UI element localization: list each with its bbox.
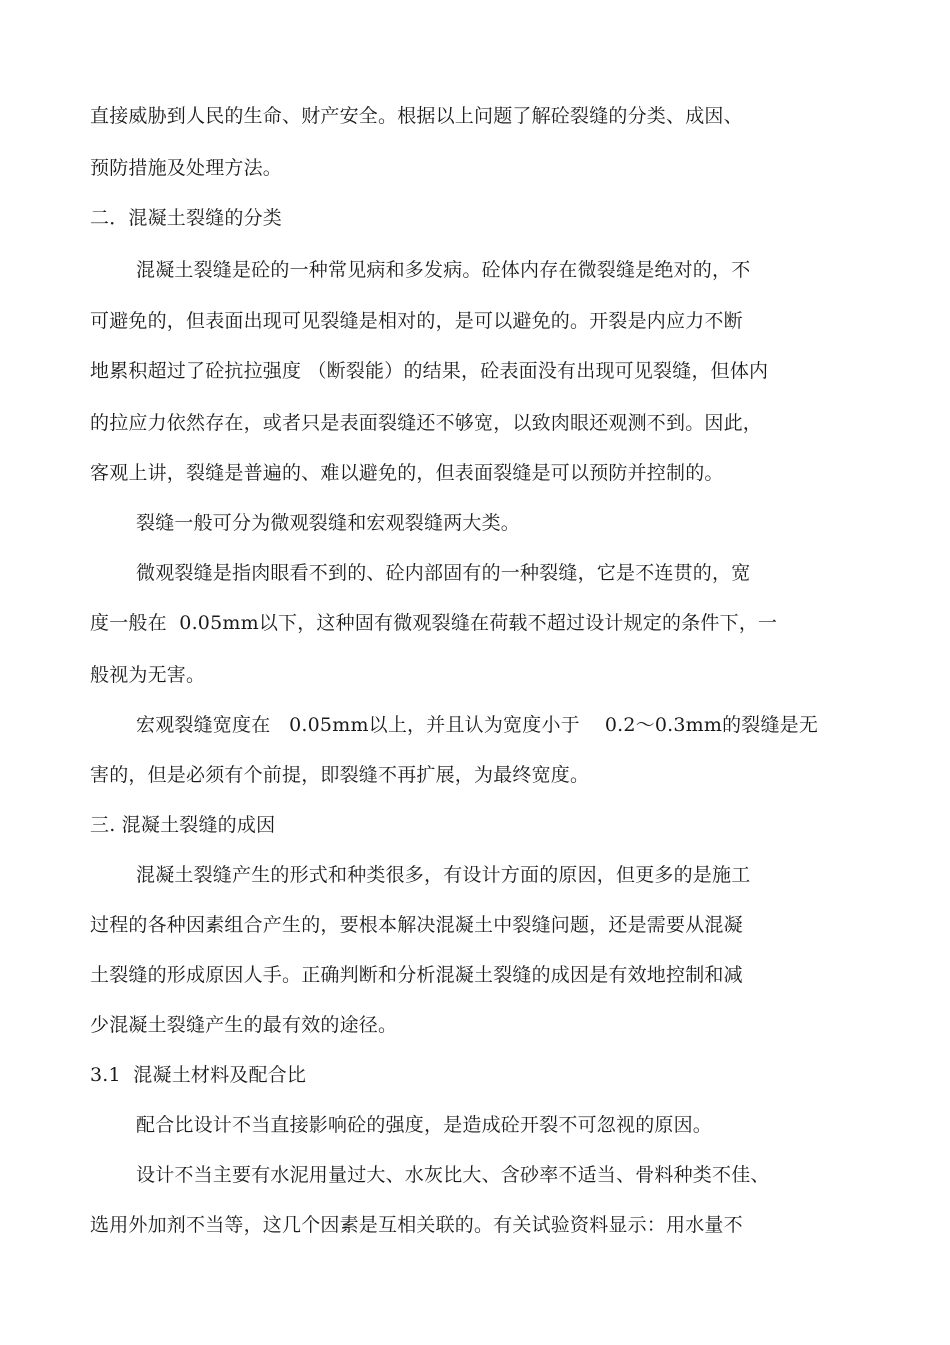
text-line: 地累积超过了砼抗拉强度 （断裂能）的结果，砼表面没有出现可见裂缝，但体内 bbox=[90, 360, 769, 382]
text-line: 直接威胁到人民的生命、财产安全。根据以上问题了解砼裂缝的分类、成因、 bbox=[90, 105, 743, 127]
subsection-heading: 3.1 混凝土材料及配合比 bbox=[90, 1064, 307, 1086]
text-line: 少混凝土裂缝产生的最有效的途径。 bbox=[90, 1014, 398, 1036]
text-line: 微观裂缝是指肉眼看不到的、砼内部固有的一种裂缝，它是不连贯的，宽 bbox=[136, 562, 751, 584]
text-line: 裂缝一般可分为微观裂缝和宏观裂缝两大类。 bbox=[136, 512, 521, 534]
text-line: 土裂缝的形成原因人手。正确判断和分析混凝土裂缝的成因是有效地控制和减 bbox=[90, 964, 743, 986]
text-line: 选用外加剂不当等，这几个因素是互相关联的。有关试验资料显示：用水量不 bbox=[90, 1214, 743, 1236]
text-line: 设计不当主要有水泥用量过大、水灰比大、含砂率不适当、骨料种类不佳、 bbox=[136, 1164, 770, 1186]
text-line: 的拉应力依然存在，或者只是表面裂缝还不够宽，以致肉眼还观测不到。因此， bbox=[90, 412, 763, 434]
text-line: 混凝土裂缝产生的形式和种类很多，有设计方面的原因，但更多的是施工 bbox=[136, 864, 751, 886]
text-line: 害的，但是必须有个前提，即裂缝不再扩展，为最终宽度。 bbox=[90, 764, 590, 786]
text-line: 客观上讲，裂缝是普遍的、难以避免的，但表面裂缝是可以预防并控制的。 bbox=[90, 462, 724, 484]
section-heading: 三. 混凝土裂缝的成因 bbox=[90, 814, 276, 836]
text-line: 可避免的，但表面出现可见裂缝是相对的，是可以避免的。开裂是内应力不断 bbox=[90, 310, 743, 332]
section-heading: 二．混凝土裂缝的分类 bbox=[90, 207, 283, 229]
text-line: 般视为无害。 bbox=[90, 664, 206, 686]
text-line: 宏观裂缝宽度在 0.05mm以上，并且认为宽度小于 0.2～0.3mm的裂缝是无 bbox=[136, 714, 819, 736]
text-line: 度一般在 0.05mm以下，这种固有微观裂缝在荷载不超过设计规定的条件下，一 bbox=[90, 612, 778, 634]
text-line: 配合比设计不当直接影响砼的强度，是造成砼开裂不可忽视的原因。 bbox=[136, 1114, 713, 1136]
text-line: 混凝土裂缝是砼的一种常见病和多发病。砼体内存在微裂缝是绝对的，不 bbox=[136, 259, 751, 281]
text-line: 过程的各种因素组合产生的，要根本解决混凝土中裂缝问题，还是需要从混凝 bbox=[90, 914, 743, 936]
text-line: 预防措施及处理方法。 bbox=[90, 157, 283, 179]
